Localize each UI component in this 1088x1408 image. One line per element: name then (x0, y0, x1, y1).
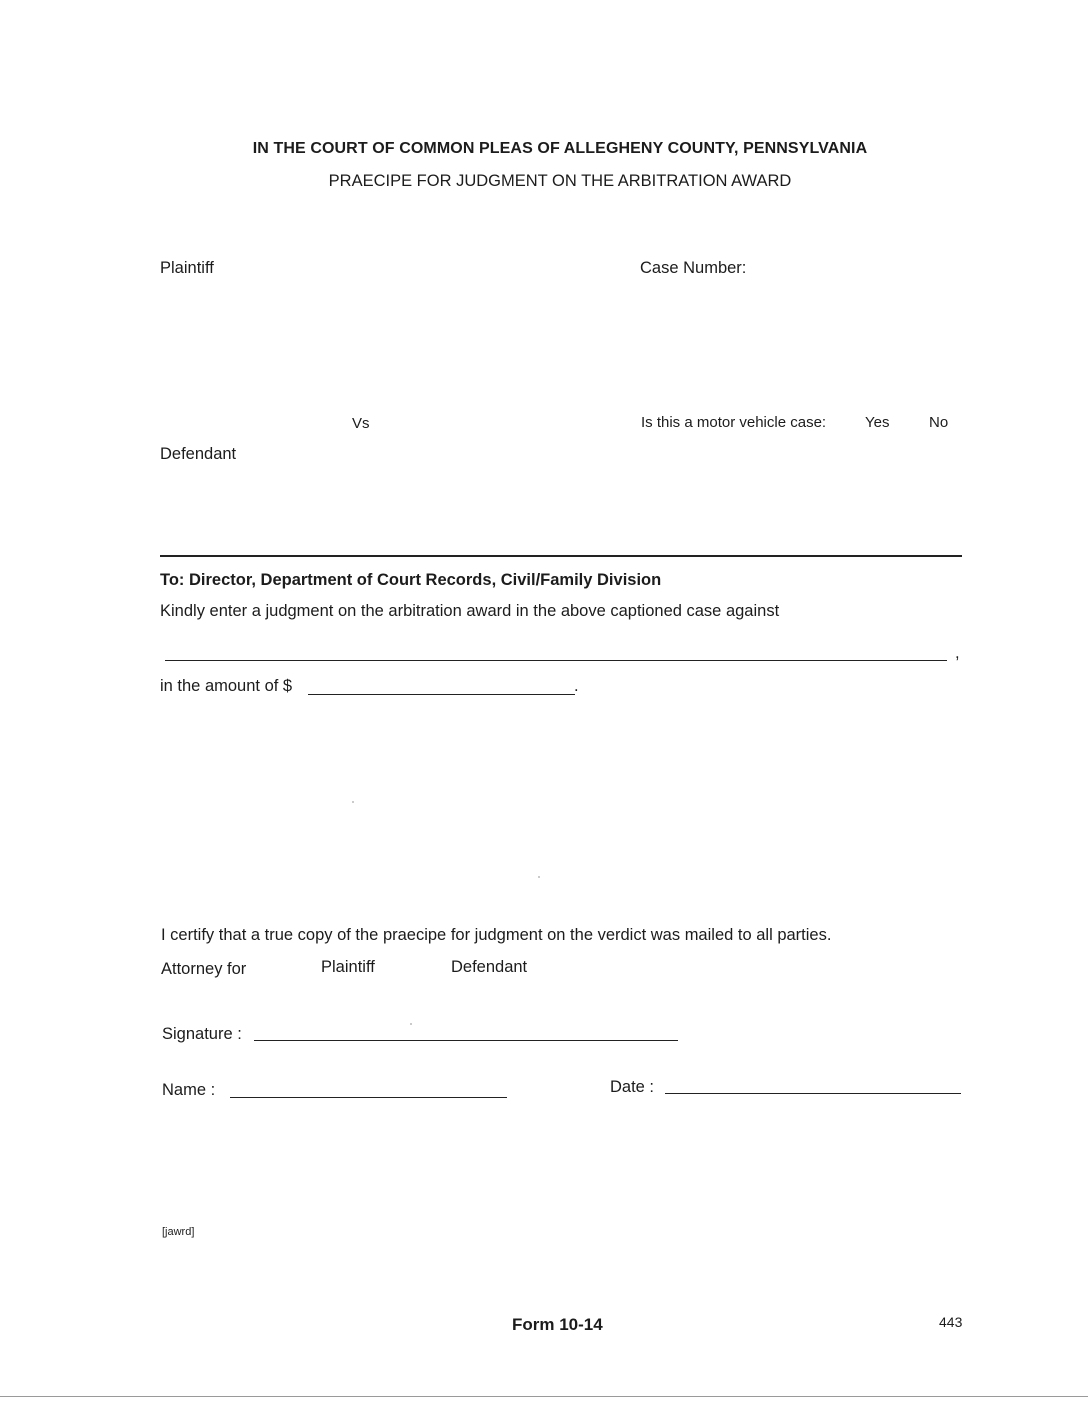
form-code: [jawrd] (162, 1226, 195, 1238)
amount-field[interactable] (308, 694, 575, 695)
addressee-line: To: Director, Department of Court Records, Civil/Family Division (160, 571, 662, 589)
vs-label: Vs (352, 415, 370, 432)
scan-speck (352, 801, 354, 803)
yes-option[interactable]: Yes (865, 414, 890, 431)
amount-period: . (574, 677, 579, 695)
attorney-for-label: Attorney for (161, 960, 247, 978)
defendant-label: Defendant (160, 445, 237, 463)
date-field[interactable] (665, 1093, 961, 1094)
motor-vehicle-question: Is this a motor vehicle case: (641, 414, 827, 431)
attorney-plaintiff-option[interactable]: Plaintiff (321, 958, 375, 976)
form-subtitle: PRAECIPE FOR JUDGMENT ON THE ARBITRATION AWARD (328, 172, 792, 190)
case-number-label: Case Number: (640, 259, 747, 277)
judgment-instruction: Kindly enter a judgment on the arbitration award in the above captioned case against (160, 602, 780, 620)
form-number: Form 10-14 (512, 1315, 603, 1334)
signature-field[interactable] (254, 1040, 678, 1041)
date-label: Date : (610, 1078, 655, 1096)
scan-speck (538, 876, 540, 878)
against-comma: , (955, 644, 960, 662)
name-field[interactable] (230, 1097, 507, 1098)
attorney-defendant-option[interactable]: Defendant (451, 958, 528, 976)
scan-edge-line (0, 1396, 1088, 1397)
name-label: Name : (162, 1081, 216, 1099)
court-title: IN THE COURT OF COMMON PLEAS OF ALLEGHENY COUNTY, PENNSYLVANIA (252, 140, 868, 157)
plaintiff-label: Plaintiff (160, 259, 214, 277)
no-option[interactable]: No (929, 414, 949, 431)
certification-statement: I certify that a true copy of the praecipe for judgment on the verdict was mailed to all parties. (161, 926, 832, 944)
amount-label: in the amount of $ (160, 677, 293, 695)
caption-divider (160, 555, 962, 557)
signature-label: Signature : (162, 1025, 242, 1043)
against-party-field[interactable] (165, 660, 947, 661)
page-number: 443 (939, 1314, 963, 1330)
scan-speck (410, 1023, 412, 1025)
